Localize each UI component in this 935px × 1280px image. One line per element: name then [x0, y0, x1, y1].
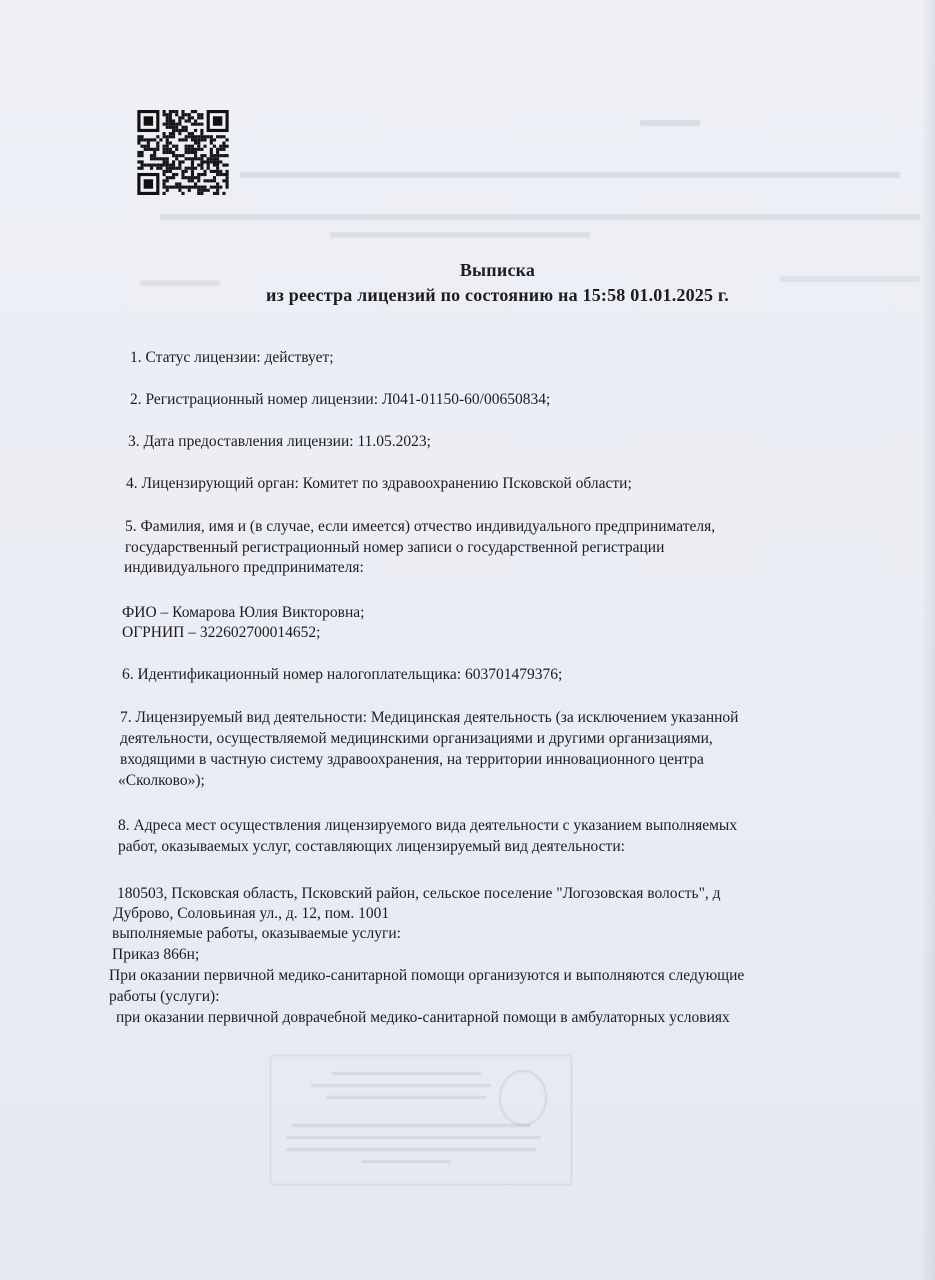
item-registration-number: 2. Регистрационный номер лицензии: Л041-01150-60/00650834; [130, 391, 551, 408]
item-licensing-authority: 4. Лицензирующий орган: Комитет по здравоохранению Псковской области; [126, 475, 632, 492]
item5-line1: 5. Фамилия, имя и (в случае, если имеется) отчество индивидуального предпринимателя, [125, 518, 716, 535]
document-subtitle: из реестра лицензий по состоянию на 15:58 01.01.2025 г. [266, 285, 729, 305]
pre-doctor-care-line: при оказании первичной доврачебной медико-санитарной помощи в амбулаторных условиях [116, 1009, 730, 1026]
bleed-through-mark [160, 214, 920, 220]
item8-line2: работ, оказываемых услуг, составляющих лицензируемый вид деятельности: [118, 838, 625, 855]
primary-care-line2: работы (услуги): [109, 988, 220, 1005]
bleed-through-mark [640, 120, 700, 126]
item-issue-date: 3. Дата предоставления лицензии: 11.05.2023; [128, 433, 431, 450]
works-label: выполняемые работы, оказываемые услуги: [112, 925, 401, 942]
bleed-through-mark [330, 232, 590, 238]
ogrnip-line: ОГРНИП – 322602700014652; [122, 624, 321, 641]
qr-code-icon [137, 110, 229, 195]
item8-line1: 8. Адреса мест осуществления лицензируемого вида деятельности с указанием выполняемых [118, 817, 738, 834]
page-edge-shadow [921, 0, 935, 1280]
item7-line4: «Сколково»); [118, 772, 205, 789]
item5-line3: индивидуального предпринимателя: [124, 559, 364, 576]
item7-line2: деятельности, осуществляемой медицинскими организациями и другими организациями, [120, 730, 713, 747]
item-inn: 6. Идентификационный номер налогоплательщика: 603701479376; [122, 666, 563, 683]
fio-line: ФИО – Комарова Юлия Викторовна; [122, 604, 365, 621]
document-title: Выписка [459, 260, 536, 280]
bleed-through-mark [240, 172, 900, 178]
primary-care-line1: При оказании первичной медико-санитарной помощи организуются и выполняются следующие [109, 967, 745, 984]
item7-line1: 7. Лицензируемый вид деятельности: Медицинская деятельность (за исключением указанной [120, 709, 739, 726]
item-license-status: 1. Статус лицензии: действует; [130, 349, 334, 366]
item7-line3: входящими в частную систему здравоохранения, на территории инновационного центра [120, 751, 704, 768]
address-line2: Дуброво, Соловьиная ул., д. 12, пом. 1001 [113, 905, 390, 922]
order-line: Приказ 866н; [112, 946, 200, 963]
address-line1: 180503, Псковская область, Псковский район, сельское поселение "Логозовская волость", д [117, 885, 721, 902]
stamp-icon [270, 1055, 572, 1185]
item5-line2: государственный регистрационный номер записи о государственной регистрации [125, 539, 665, 556]
